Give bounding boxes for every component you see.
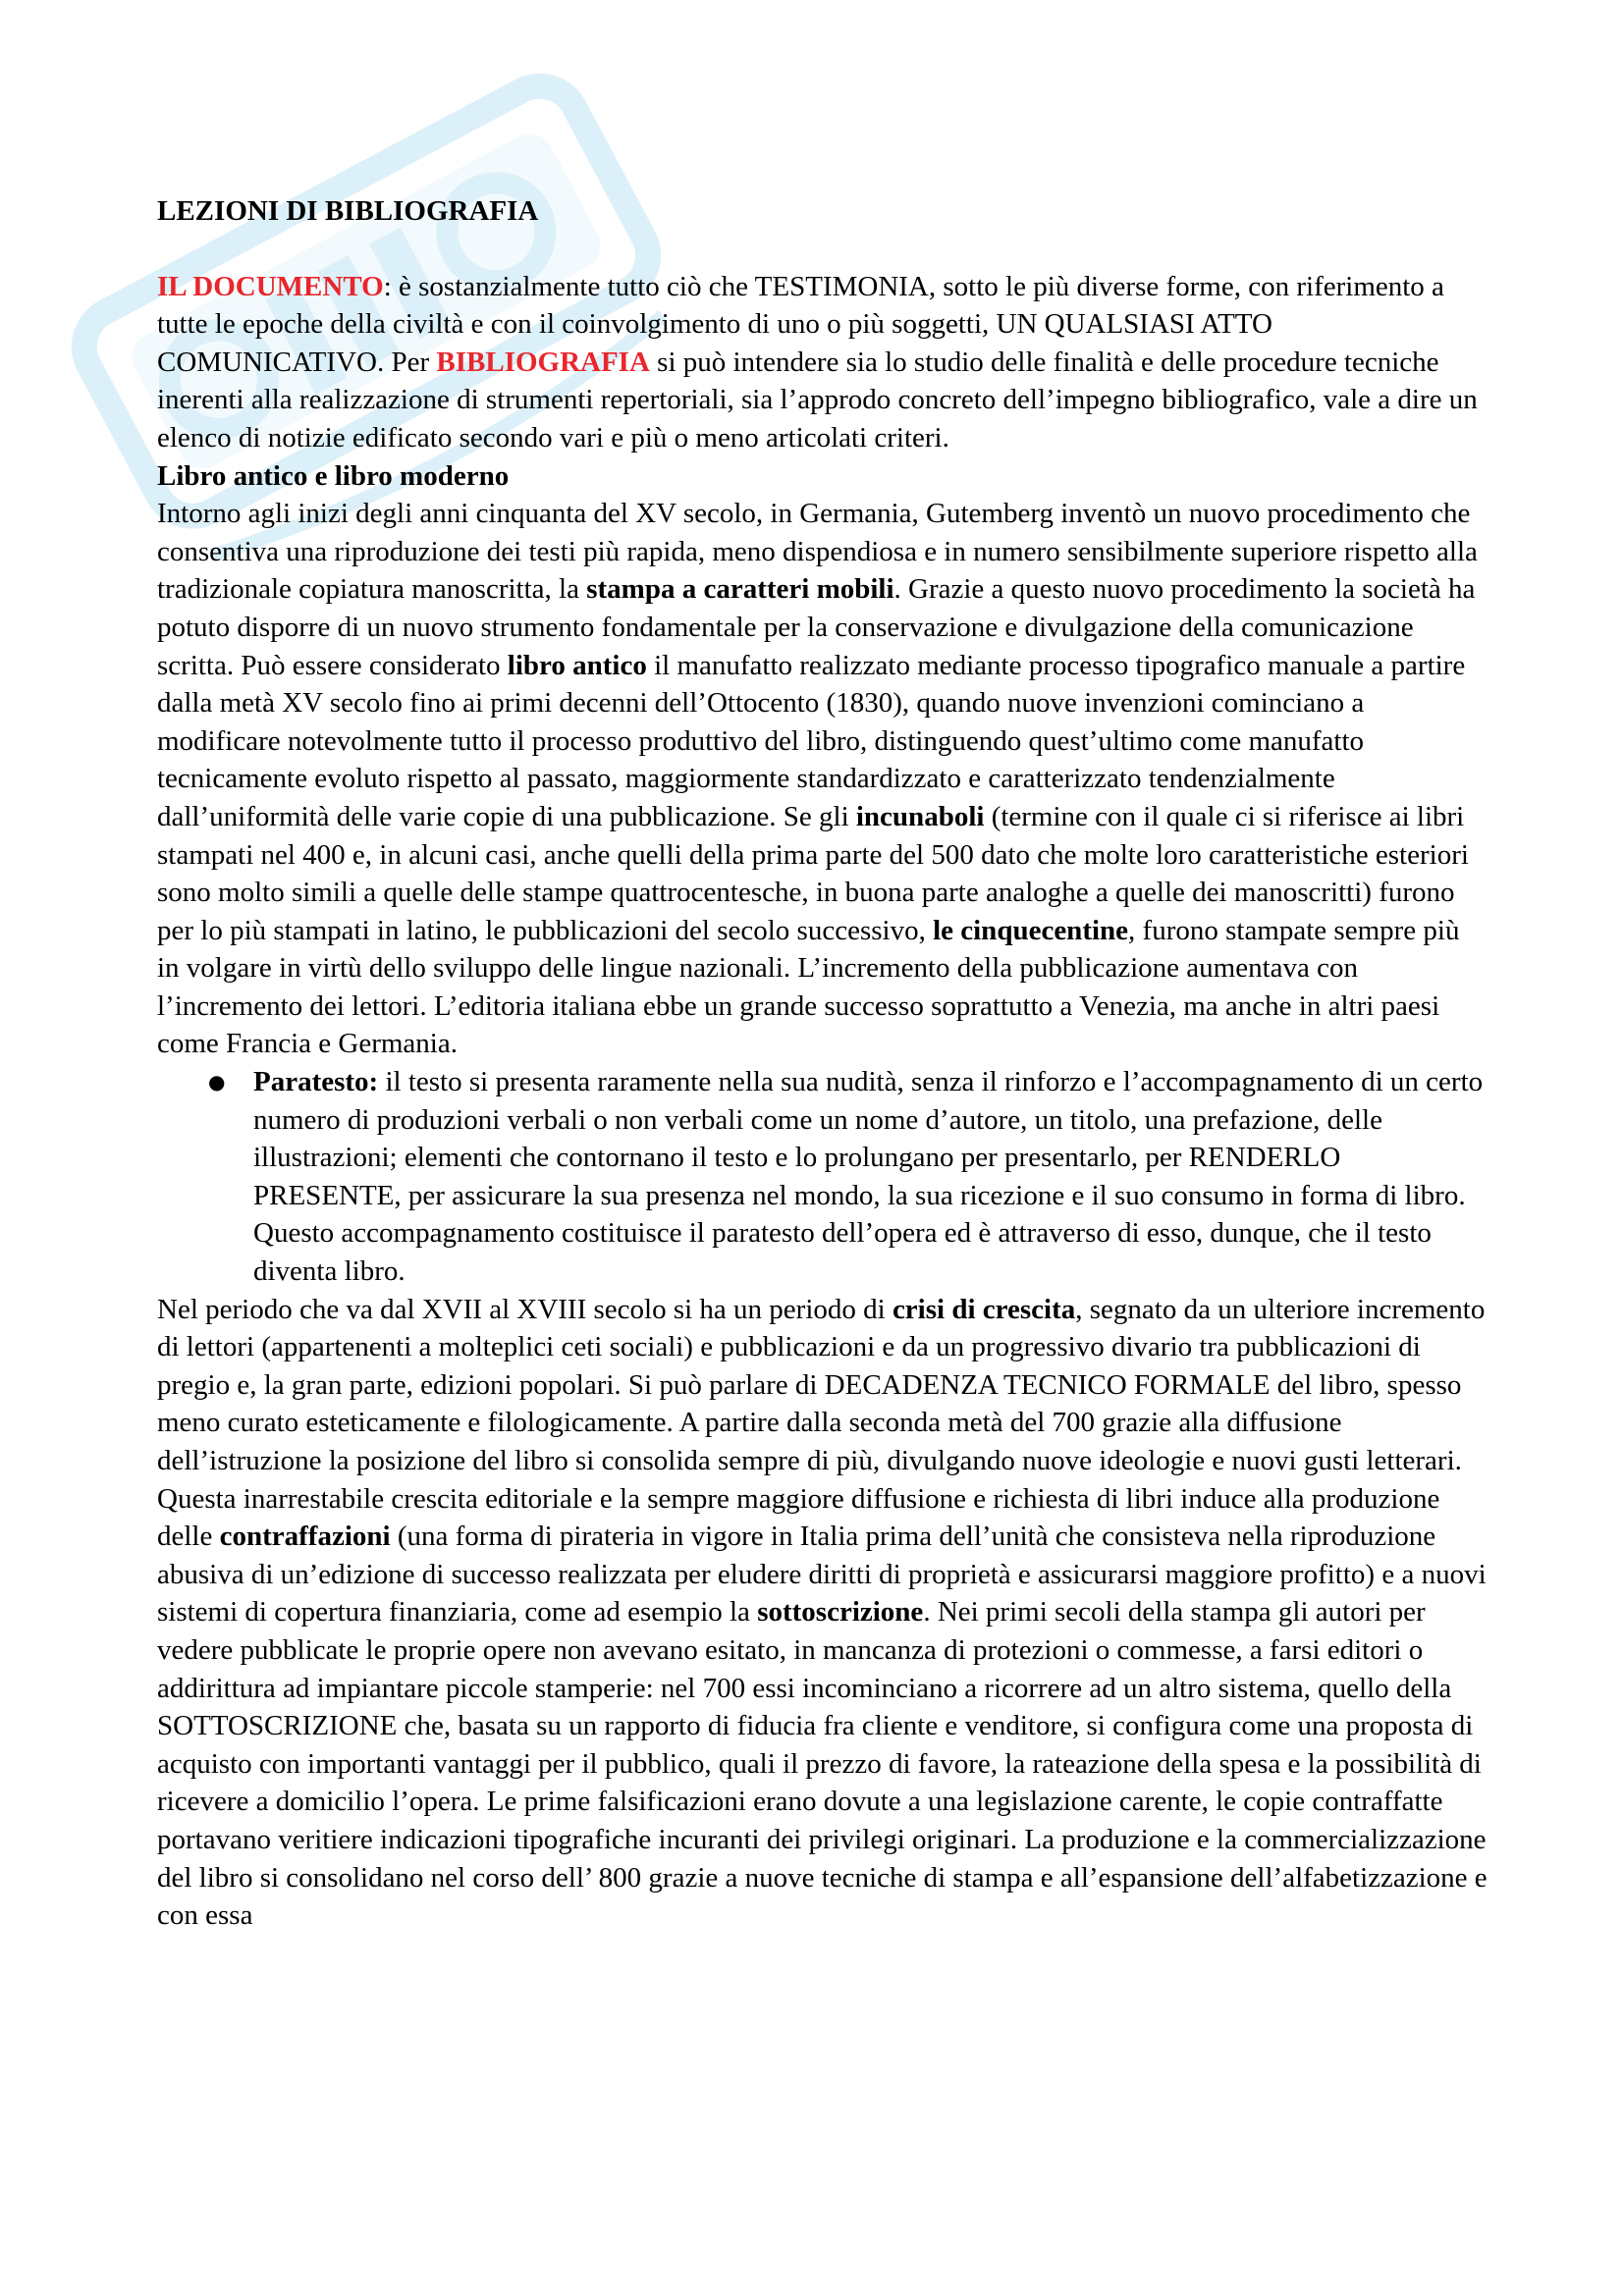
- section-heading: Libro antico e libro moderno: [157, 459, 510, 492]
- paragraph-documento: IL DOCUMENTO: è sostanzialmente tutto ciò che TESTIMONIA, sotto le più diverse forme, con riferimento a tutte le epoche della civiltà e con il coinvolgimento di uno o più soggetti, UN QUALSIASI ATTO COMUNICATIVO. Per BIBLIOGRAFIA si può intendere sia lo studio delle finalità e delle procedure tecniche inerenti alla realizzazione di strumenti repertoriali, sia l’approdo concreto dell’impegno bibliografico, vale a dire un elenco di notizie edificato secondo vari e più o meno articolati criteri.: [157, 270, 1478, 454]
- bullet-list: [157, 1063, 1488, 1291]
- list-item: ● Paratesto: il testo si presenta raramente nella sua nudità, senza il rinforzo e l’accompagnamento di un certo numero di produzioni verbali o non verbali come un nome d’autore, un titolo, una prefazione, delle illustrazioni; elementi che contornano il testo e lo prolungano per presentarlo, per RENDERLO PRESENTE, per assicurare la sua presenza nel mondo, la sua ricezione e il suo consumo in forma di libro. Questo accompagnamento costituisce il paratesto dell’opera ed è attraverso di esso, dunque, che il testo diventa libro.: [253, 1063, 1488, 1291]
- term-paratesto: Paratesto:: [253, 1066, 379, 1098]
- term-contraffazioni: contraffazioni: [219, 1521, 391, 1553]
- term-crisi-di-crescita: crisi di crescita: [892, 1293, 1076, 1325]
- term-sottoscrizione: sottoscrizione: [757, 1596, 924, 1629]
- paragraph-libro-antico: Intorno agli inizi degli anni cinquanta del XV secolo, in Germania, Gutemberg inventò un nuovo procedimento che consentiva una riproduzione dei testi più rapida, meno dispendiosa e in numero sensibilmente superiore rispetto alla tradizionale copiatura manoscritta, la stampa a caratteri mobili. Grazie a questo nuovo procedimento la società ha potuto disporre di un nuovo strumento fondamentale per la conservazione e divulgazione della comunicazione scritta. Può essere considerato libro antico il manufatto realizzato mediante processo tipografico manuale a partire dalla metà XV secolo fino ai primi decenni dell’Ottocento (1830), quando nuove invenzioni cominciano a modificare notevolmente tutto il processo produttivo del libro, distinguendo quest’ultimo come manufatto tecnicamente evoluto rispetto al passato, maggiormente standardizzato e caratterizzato tendenzialmente dall’uniformità delle varie copie di una pubblicazione. Se gli incunaboli (termine con il quale ci si riferisce ai libri stampati nel 400 e, in alcuni casi, anche quelli della prima parte del 500 dato che molte loro caratteristiche esteriori sono molto simili a quelle delle stampe quattrocentesche, in buona parte analoghe a quelle dei manoscritti) furono per lo più stampati in latino, le pubblicazioni del secolo successivo, le cinquecentine, furono stampate sempre più in volgare in virtù dello sviluppo delle lingue nazionali. L’incremento della pubblicazione aumentava con l’incremento dei lettori. L’editoria italiana ebbe un grande successo soprattutto a Venezia, ma anche in altri paesi come Francia e Germania.: [157, 498, 1478, 1060]
- term-stampa-caratteri-mobili: stampa a caratteri mobili: [586, 573, 894, 606]
- term-bibliografia: BIBLIOGRAFIA: [436, 346, 650, 378]
- term-cinquecentine: le cinquecentine: [933, 914, 1129, 946]
- term-incunaboli: incunaboli: [855, 800, 985, 832]
- document-title: LEZIONI DI BIBLIOGRAFIA: [157, 195, 539, 227]
- term-documento: IL DOCUMENTO: [157, 270, 384, 302]
- paragraph-crisi-crescita: Nel periodo che va dal XVII al XVIII secolo si ha un periodo di crisi di crescita, segnato da un ulteriore incremento di lettori (appartenenti a molteplici ceti sociali) e pubblicazioni e da un progressivo divario tra pubblicazioni di pregio e, la gran parte, edizioni popolari. Si può parlare di DECADENZA TECNICO FORMALE del libro, spesso meno curato esteticamente e filologicamente. A partire dalla seconda metà del 700 grazie alla diffusione dell’istruzione la posizione del libro si consolida sempre di più, divulgando nuove ideologie e nuovi gusti letterari. Questa inarrestabile crescita editoriale e la sempre maggiore diffusione e richiesta di libri induce alla produzione delle contraffazioni (una forma di pirateria in vigore in Italia prima dell’unità che consisteva nella riproduzione abusiva di un’edizione di successo realizzata per eludere diritti di proprietà e assicurarsi maggiore profitto) e a nuovi sistemi di copertura finanziaria, come ad esempio la sottoscrizione. Nei primi secoli della stampa gli autori per vedere pubblicate le proprie opere non avevano esitato, in mancanza di protezioni o commesse, a farsi editori o addirittura ad impiantare piccole stamperie: nel 700 essi incominciano a ricorrere ad un altro sistema, quello della SOTTOSCRIZIONE che, basata su un rapporto di fiducia fra cliente e venditore, si configura come una proposta di acquisto con importanti vantaggi per il pubblico, quali il prezzo di favore, la rateazione della spesa e la possibilità di ricevere a domicilio l’opera. Le prime falsificazioni erano dovute a una legislazione carente, le copie contraffatte portavano veritiere indicazioni tipografiche incuranti dei privilegi originari. La produzione e la commercializzazione del libro si consolidano nel corso dell’ 800 grazie a nuove tecniche di stampa e all’espansione dell’alfabetizzazione e con essa: [157, 1293, 1488, 1932]
- term-libro-antico: libro antico: [507, 649, 647, 681]
- document-page: [157, 192, 1488, 1935]
